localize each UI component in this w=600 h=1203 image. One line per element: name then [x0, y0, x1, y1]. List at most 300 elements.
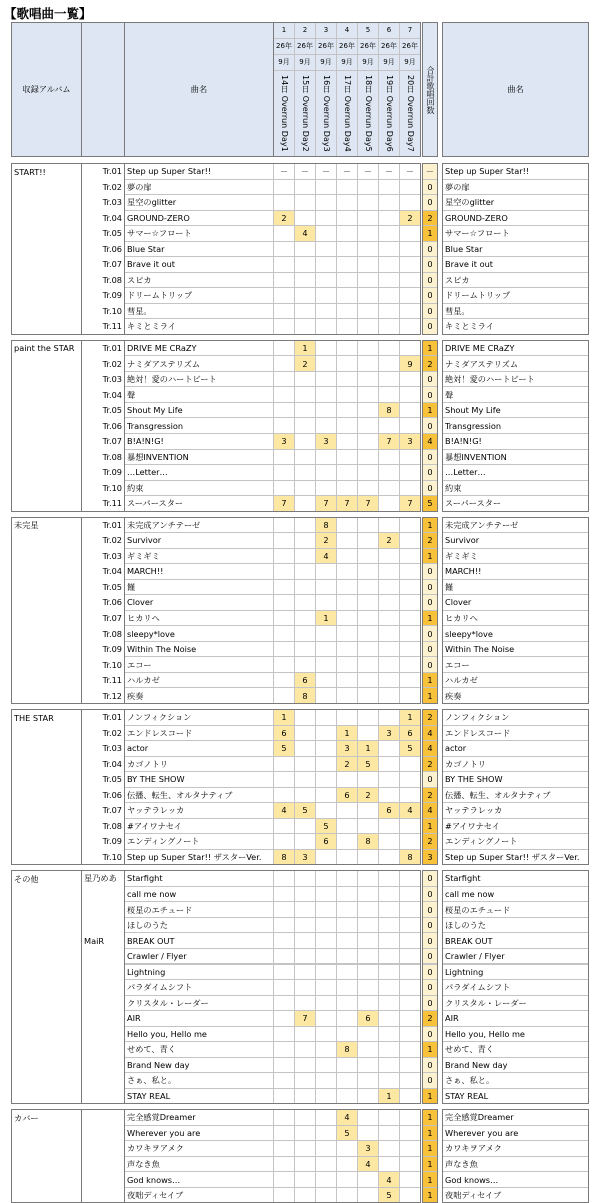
setlist-position: －: [336, 163, 358, 180]
setlist-position: 8: [273, 849, 295, 866]
song-title: STAY REAL: [124, 1088, 274, 1105]
song-title-right: ギミギミ: [442, 548, 589, 565]
setlist-position: 6: [336, 787, 358, 804]
group-frame-main: [124, 517, 421, 704]
song-title: 星空のglitter: [124, 194, 274, 211]
album-name: その他: [14, 873, 39, 884]
total-count: 1: [422, 1041, 438, 1058]
track-number: Tr.04: [102, 566, 122, 577]
track-number: Tr.09: [102, 836, 122, 847]
setlist-position: 2: [294, 355, 316, 372]
total-count: 0: [422, 1072, 438, 1089]
setlist-position: 6: [399, 725, 421, 742]
setlist-position: －: [357, 163, 379, 180]
group-frame-total: [422, 340, 438, 512]
song-title-right: 星空のglitter: [442, 194, 589, 211]
setlist-position: 7: [399, 495, 421, 512]
song-column-header: 曲名: [124, 22, 274, 157]
total-count: 0: [422, 995, 438, 1012]
song-title: Wherever you are: [124, 1125, 274, 1142]
day-month: 9月: [273, 54, 295, 71]
song-title: 聲: [124, 386, 274, 403]
song-title: AIR: [124, 1010, 274, 1027]
total-count: 0: [422, 194, 438, 211]
day-year: 26年: [357, 38, 379, 55]
setlist-position: 8: [399, 849, 421, 866]
day-number: 2: [294, 22, 316, 39]
setlist-position: 1: [399, 709, 421, 726]
track-number: Tr.03: [102, 197, 122, 208]
song-title: 桜星のエチュード: [124, 901, 274, 918]
song-title: ほしのうた: [124, 917, 274, 934]
total-column-header: 合計歌唱回数: [422, 22, 438, 157]
track-number: Tr.05: [102, 405, 122, 416]
song-title-right: 伝播、転生、オルタナティブ: [442, 787, 589, 804]
total-count: 1: [422, 1125, 438, 1142]
setlist-position: －: [315, 163, 337, 180]
day-year: 26年: [273, 38, 295, 55]
total-count: 2: [422, 787, 438, 804]
album-name: カバー: [14, 1112, 39, 1123]
day-year: 26年: [399, 38, 421, 55]
setlist-position: 4: [315, 548, 337, 565]
song-title: MARCH!!: [124, 563, 274, 580]
sub-artist: MaiR: [84, 935, 105, 946]
song-title-right: God knows…: [442, 1171, 589, 1188]
setlist-position: 3: [273, 433, 295, 450]
setlist-position: 5: [399, 740, 421, 757]
song-title: エンディングノート: [124, 833, 274, 850]
song-title: B!A!N!G!: [124, 433, 274, 450]
setlist-position: 4: [357, 1156, 379, 1173]
total-count: 0: [422, 656, 438, 673]
total-count: 2: [422, 532, 438, 549]
setlist-position: 6: [315, 833, 337, 850]
total-count: 0: [422, 641, 438, 658]
setlist-position: 8: [357, 833, 379, 850]
setlist-position: 6: [357, 1010, 379, 1027]
song-title-right: BY THE SHOW: [442, 771, 589, 788]
song-title-right: Step up Super Star!!: [442, 163, 589, 180]
setlist-position: －: [294, 163, 316, 180]
group-frame-main: [124, 340, 421, 512]
song-title-right: AIR: [442, 1010, 589, 1027]
track-group-cell: [81, 870, 125, 1104]
total-count: 2: [422, 833, 438, 850]
song-title: 約束: [124, 480, 274, 497]
song-title: Hello you, Hello me: [124, 1026, 274, 1043]
song-title: Clover: [124, 594, 274, 611]
day-date-event: 19日 Overrun Day6: [378, 70, 400, 157]
album-column-header: 収録アルバム: [11, 22, 82, 157]
total-count: 2: [422, 355, 438, 372]
track-number: Tr.01: [102, 712, 122, 723]
total-count: 0: [422, 179, 438, 196]
song-title-right: #アイワナセイ: [442, 818, 589, 835]
total-count: 1: [422, 610, 438, 627]
total-count: 2: [422, 756, 438, 773]
total-count: 0: [422, 464, 438, 481]
song-title-right: カワキヲアメク: [442, 1140, 589, 1157]
day-number: 1: [273, 22, 295, 39]
total-count: 0: [422, 932, 438, 949]
track-number: Tr.08: [102, 274, 122, 285]
song-title: Starfight: [124, 870, 274, 887]
day-number: 3: [315, 22, 337, 39]
track-number: Tr.11: [102, 321, 122, 332]
song-title-right: 疾奏: [442, 687, 589, 704]
song-title-right: Brave it out: [442, 256, 589, 273]
total-count: 2: [422, 709, 438, 726]
song-title: ヤッテラレッカ: [124, 802, 274, 819]
day-number: 6: [378, 22, 400, 39]
track-number: Tr.10: [102, 851, 122, 862]
song-title: ナミダアステリズム: [124, 355, 274, 372]
song-title: …Letter…: [124, 464, 274, 481]
setlist-position: 1: [315, 610, 337, 627]
total-count: 0: [422, 272, 438, 289]
track-group-cell: [81, 1109, 125, 1203]
album-name: paint the STAR: [14, 343, 75, 354]
song-title-right: 聲: [442, 386, 589, 403]
track-number: Tr.12: [102, 690, 122, 701]
song-title-right: MARCH!!: [442, 563, 589, 580]
song-title-right: Shout My Life: [442, 402, 589, 419]
track-number: Tr.07: [102, 259, 122, 270]
track-number: Tr.10: [102, 305, 122, 316]
song-title-right: 夢の扉: [442, 179, 589, 196]
song-title: actor: [124, 740, 274, 757]
song-title: Crawler / Flyer: [124, 948, 274, 965]
setlist-position: 2: [378, 532, 400, 549]
total-count: 0: [422, 948, 438, 965]
day-year: 26年: [315, 38, 337, 55]
setlist-position: 3: [336, 740, 358, 757]
total-count: 4: [422, 740, 438, 757]
song-title-right: Survivor: [442, 532, 589, 549]
song-title-right: Lightning: [442, 964, 589, 981]
track-number: Tr.11: [102, 498, 122, 509]
total-count: 0: [422, 563, 438, 580]
song-title-right: 彗星。: [442, 303, 589, 320]
total-count: 0: [422, 979, 438, 996]
album-name: THE STAR: [14, 712, 54, 723]
song-title: Survivor: [124, 532, 274, 549]
total-count: 0: [422, 480, 438, 497]
track-number: Tr.10: [102, 659, 122, 670]
song-title-right: Transgression: [442, 417, 589, 434]
song-title: スピカ: [124, 272, 274, 289]
total-count: 0: [422, 625, 438, 642]
total-count: 0: [422, 917, 438, 934]
setlist-position: 5: [357, 756, 379, 773]
song-title-right: 饉: [442, 579, 589, 596]
setlist-position: 5: [294, 802, 316, 819]
song-title-right: 声なき魚: [442, 1156, 589, 1173]
song-column-header-right: 曲名: [442, 22, 589, 157]
track-number: Tr.07: [102, 805, 122, 816]
day-month: 9月: [399, 54, 421, 71]
song-title: 伝播、転生、オルタナティブ: [124, 787, 274, 804]
setlist-position: 8: [315, 517, 337, 534]
day-month: 9月: [378, 54, 400, 71]
song-title: ギミギミ: [124, 548, 274, 565]
song-title-right: 桜星のエチュード: [442, 901, 589, 918]
total-count: 0: [422, 594, 438, 611]
song-title: Brave it out: [124, 256, 274, 273]
setlist-position: 7: [315, 495, 337, 512]
song-title: sleepy*love: [124, 625, 274, 642]
setlist-position: 1: [273, 709, 295, 726]
group-frame-total: [422, 870, 438, 1104]
song-title: DRIVE ME CRaZY: [124, 340, 274, 357]
track-number: Tr.08: [102, 628, 122, 639]
total-count: 0: [422, 241, 438, 258]
song-title: Step up Super Star!! ザスターVer.: [124, 849, 274, 866]
setlist-position: 7: [336, 495, 358, 512]
song-title-right: Hello you, Hello me: [442, 1026, 589, 1043]
song-title-right: ほしのうた: [442, 917, 589, 934]
day-date-event: 14日 Overrun Day1: [273, 70, 295, 157]
track-number: Tr.09: [102, 644, 122, 655]
song-title: Shout My Life: [124, 402, 274, 419]
day-date-event: 17日 Overrun Day4: [336, 70, 358, 157]
setlist-position: 1: [336, 725, 358, 742]
total-count: 1: [422, 517, 438, 534]
total-count: 0: [422, 886, 438, 903]
song-title-right: キミとミライ: [442, 318, 589, 335]
song-title: #アイワナセイ: [124, 818, 274, 835]
song-title-right: 夜咄ディセイブ: [442, 1187, 589, 1203]
group-frame-main: [124, 163, 421, 335]
song-title: GROUND-ZERO: [124, 210, 274, 227]
setlist-position: －: [273, 163, 295, 180]
setlist-position: 8: [378, 402, 400, 419]
sub-artist: 星乃めあ: [84, 873, 117, 884]
total-count: 1: [422, 1156, 438, 1173]
setlist-position: 6: [294, 672, 316, 689]
setlist-position: 7: [273, 495, 295, 512]
song-title-right: sleepy*love: [442, 625, 589, 642]
song-title-right: Clover: [442, 594, 589, 611]
total-count: 2: [422, 210, 438, 227]
total-count: 1: [422, 1187, 438, 1203]
song-title: エンドレスコード: [124, 725, 274, 742]
track-column-header: [81, 22, 125, 157]
day-date-event: 15日 Overrun Day2: [294, 70, 316, 157]
setlist-position: 2: [336, 756, 358, 773]
total-count: 0: [422, 417, 438, 434]
song-title-right: ヤッテラレッカ: [442, 802, 589, 819]
track-number: Tr.06: [102, 420, 122, 431]
song-title-right: B!A!N!G!: [442, 433, 589, 450]
track-number: Tr.01: [102, 342, 122, 353]
day-month: 9月: [294, 54, 316, 71]
setlist-position: 4: [378, 1171, 400, 1188]
song-title-right: Crawler / Flyer: [442, 948, 589, 965]
day-number: 7: [399, 22, 421, 39]
song-title: キミとミライ: [124, 318, 274, 335]
album-group-cell: [11, 340, 82, 512]
track-number: Tr.05: [102, 774, 122, 785]
song-title-right: 未完成アンチテーゼ: [442, 517, 589, 534]
track-number: Tr.02: [102, 535, 122, 546]
track-number: Tr.03: [102, 550, 122, 561]
track-number: Tr.02: [102, 181, 122, 192]
setlist-position: 1: [357, 740, 379, 757]
song-title: 暴想INVENTION: [124, 449, 274, 466]
setlist-position: 9: [399, 355, 421, 372]
total-count: 0: [422, 386, 438, 403]
total-count: 1: [422, 548, 438, 565]
song-title: 饉: [124, 579, 274, 596]
day-date-event: 18日 Overrun Day5: [357, 70, 379, 157]
track-number: Tr.08: [102, 451, 122, 462]
song-title: Step up Super Star!!: [124, 163, 274, 180]
song-title: BREAK OUT: [124, 932, 274, 949]
song-title: ハルカゼ: [124, 672, 274, 689]
setlist-position: 5: [315, 818, 337, 835]
track-number: Tr.01: [102, 166, 122, 177]
day-number: 5: [357, 22, 379, 39]
song-title-right: ドリームトリップ: [442, 287, 589, 304]
day-month: 9月: [357, 54, 379, 71]
album-group-cell: [11, 517, 82, 704]
day-year: 26年: [294, 38, 316, 55]
album-group-cell: [11, 163, 82, 335]
group-frame-total: [422, 517, 438, 704]
song-title-right: サマー☆フロート: [442, 225, 589, 242]
setlist-position: 1: [294, 340, 316, 357]
song-title-right: 完全感覚Dreamer: [442, 1109, 589, 1126]
group-frame-total: [422, 1109, 438, 1203]
total-count: 1: [422, 687, 438, 704]
setlist-position: 2: [315, 532, 337, 549]
song-title-right: ノンフィクション: [442, 709, 589, 726]
setlist-position: 2: [273, 210, 295, 227]
day-date-event: 16日 Overrun Day3: [315, 70, 337, 157]
song-title-right: 絶対！愛のハートビート: [442, 371, 589, 388]
total-count: 4: [422, 433, 438, 450]
song-title-right: エコー: [442, 656, 589, 673]
total-count: 0: [422, 1057, 438, 1074]
song-title: スーパースター: [124, 495, 274, 512]
song-title: Within The Noise: [124, 641, 274, 658]
day-year: 26年: [336, 38, 358, 55]
track-number: Tr.06: [102, 789, 122, 800]
total-count: 1: [422, 402, 438, 419]
setlist-position: 8: [336, 1041, 358, 1058]
song-title-right: BREAK OUT: [442, 932, 589, 949]
song-title: Transgression: [124, 417, 274, 434]
song-title: パラダイムシフト: [124, 979, 274, 996]
total-count: 3: [422, 849, 438, 866]
group-frame-main: [124, 709, 421, 865]
track-number: Tr.08: [102, 820, 122, 831]
song-title: ヒカリへ: [124, 610, 274, 627]
total-count: 0: [422, 318, 438, 335]
setlist-position: 6: [378, 802, 400, 819]
setlist-position: 3: [294, 849, 316, 866]
group-frame-right: [442, 870, 589, 1104]
setlist-position: 5: [378, 1187, 400, 1203]
total-count: 0: [422, 901, 438, 918]
setlist-position: 5: [336, 1125, 358, 1142]
song-title-right: DRIVE ME CRaZY: [442, 340, 589, 357]
song-title: 声なき魚: [124, 1156, 274, 1173]
song-title: 彗星。: [124, 303, 274, 320]
song-title-right: せめて、青く: [442, 1041, 589, 1058]
track-number: Tr.09: [102, 290, 122, 301]
group-frame-right: [442, 340, 589, 512]
song-title-right: call me now: [442, 886, 589, 903]
song-title-right: 暴想INVENTION: [442, 449, 589, 466]
song-title-right: ハルカゼ: [442, 672, 589, 689]
day-columns-frame: [273, 22, 421, 157]
song-title: 未完成アンチテーゼ: [124, 517, 274, 534]
group-frame-main: [124, 870, 421, 1104]
song-title-right: Starfight: [442, 870, 589, 887]
total-count: 2: [422, 1010, 438, 1027]
track-number: Tr.07: [102, 612, 122, 623]
song-title: call me now: [124, 886, 274, 903]
total-count: －: [422, 163, 438, 180]
group-frame-right: [442, 709, 589, 865]
track-number: Tr.05: [102, 581, 122, 592]
total-count: 0: [422, 371, 438, 388]
group-frame-total: [422, 163, 438, 335]
song-title-right: パラダイムシフト: [442, 979, 589, 996]
setlist-position: 2: [357, 787, 379, 804]
setlist-position: 5: [273, 740, 295, 757]
setlist-position: 3: [378, 725, 400, 742]
setlist-position: 8: [294, 687, 316, 704]
track-number: Tr.11: [102, 675, 122, 686]
day-date-event: 20日 Overrun Day7: [399, 70, 421, 157]
song-title: 疾奏: [124, 687, 274, 704]
song-title: サマー☆フロート: [124, 225, 274, 242]
track-number: Tr.03: [102, 374, 122, 385]
song-title-right: actor: [442, 740, 589, 757]
total-count: 0: [422, 964, 438, 981]
page-title: 【歌唱曲一覧】: [4, 6, 92, 21]
total-count: 5: [422, 495, 438, 512]
group-frame-right: [442, 163, 589, 335]
total-count: 1: [422, 672, 438, 689]
song-title-right: スーパースター: [442, 495, 589, 512]
total-count: 1: [422, 818, 438, 835]
song-title: ドリームトリップ: [124, 287, 274, 304]
setlist-position: 1: [378, 1088, 400, 1105]
track-number: Tr.06: [102, 597, 122, 608]
song-title-right: Brand New day: [442, 1057, 589, 1074]
track-number: Tr.03: [102, 743, 122, 754]
total-count: 1: [422, 340, 438, 357]
total-count: 0: [422, 449, 438, 466]
setlist-position: 7: [294, 1010, 316, 1027]
song-title-right: Blue Star: [442, 241, 589, 258]
setlist-position: －: [399, 163, 421, 180]
total-count: 1: [422, 1171, 438, 1188]
song-title: Brand New day: [124, 1057, 274, 1074]
setlist-position: 7: [357, 495, 379, 512]
song-title: God knows…: [124, 1171, 274, 1188]
track-number: Tr.02: [102, 358, 122, 369]
setlist-position: 3: [399, 433, 421, 450]
setlist-position: 4: [294, 225, 316, 242]
song-title-right: エンディングノート: [442, 833, 589, 850]
album-group-cell: [11, 709, 82, 865]
